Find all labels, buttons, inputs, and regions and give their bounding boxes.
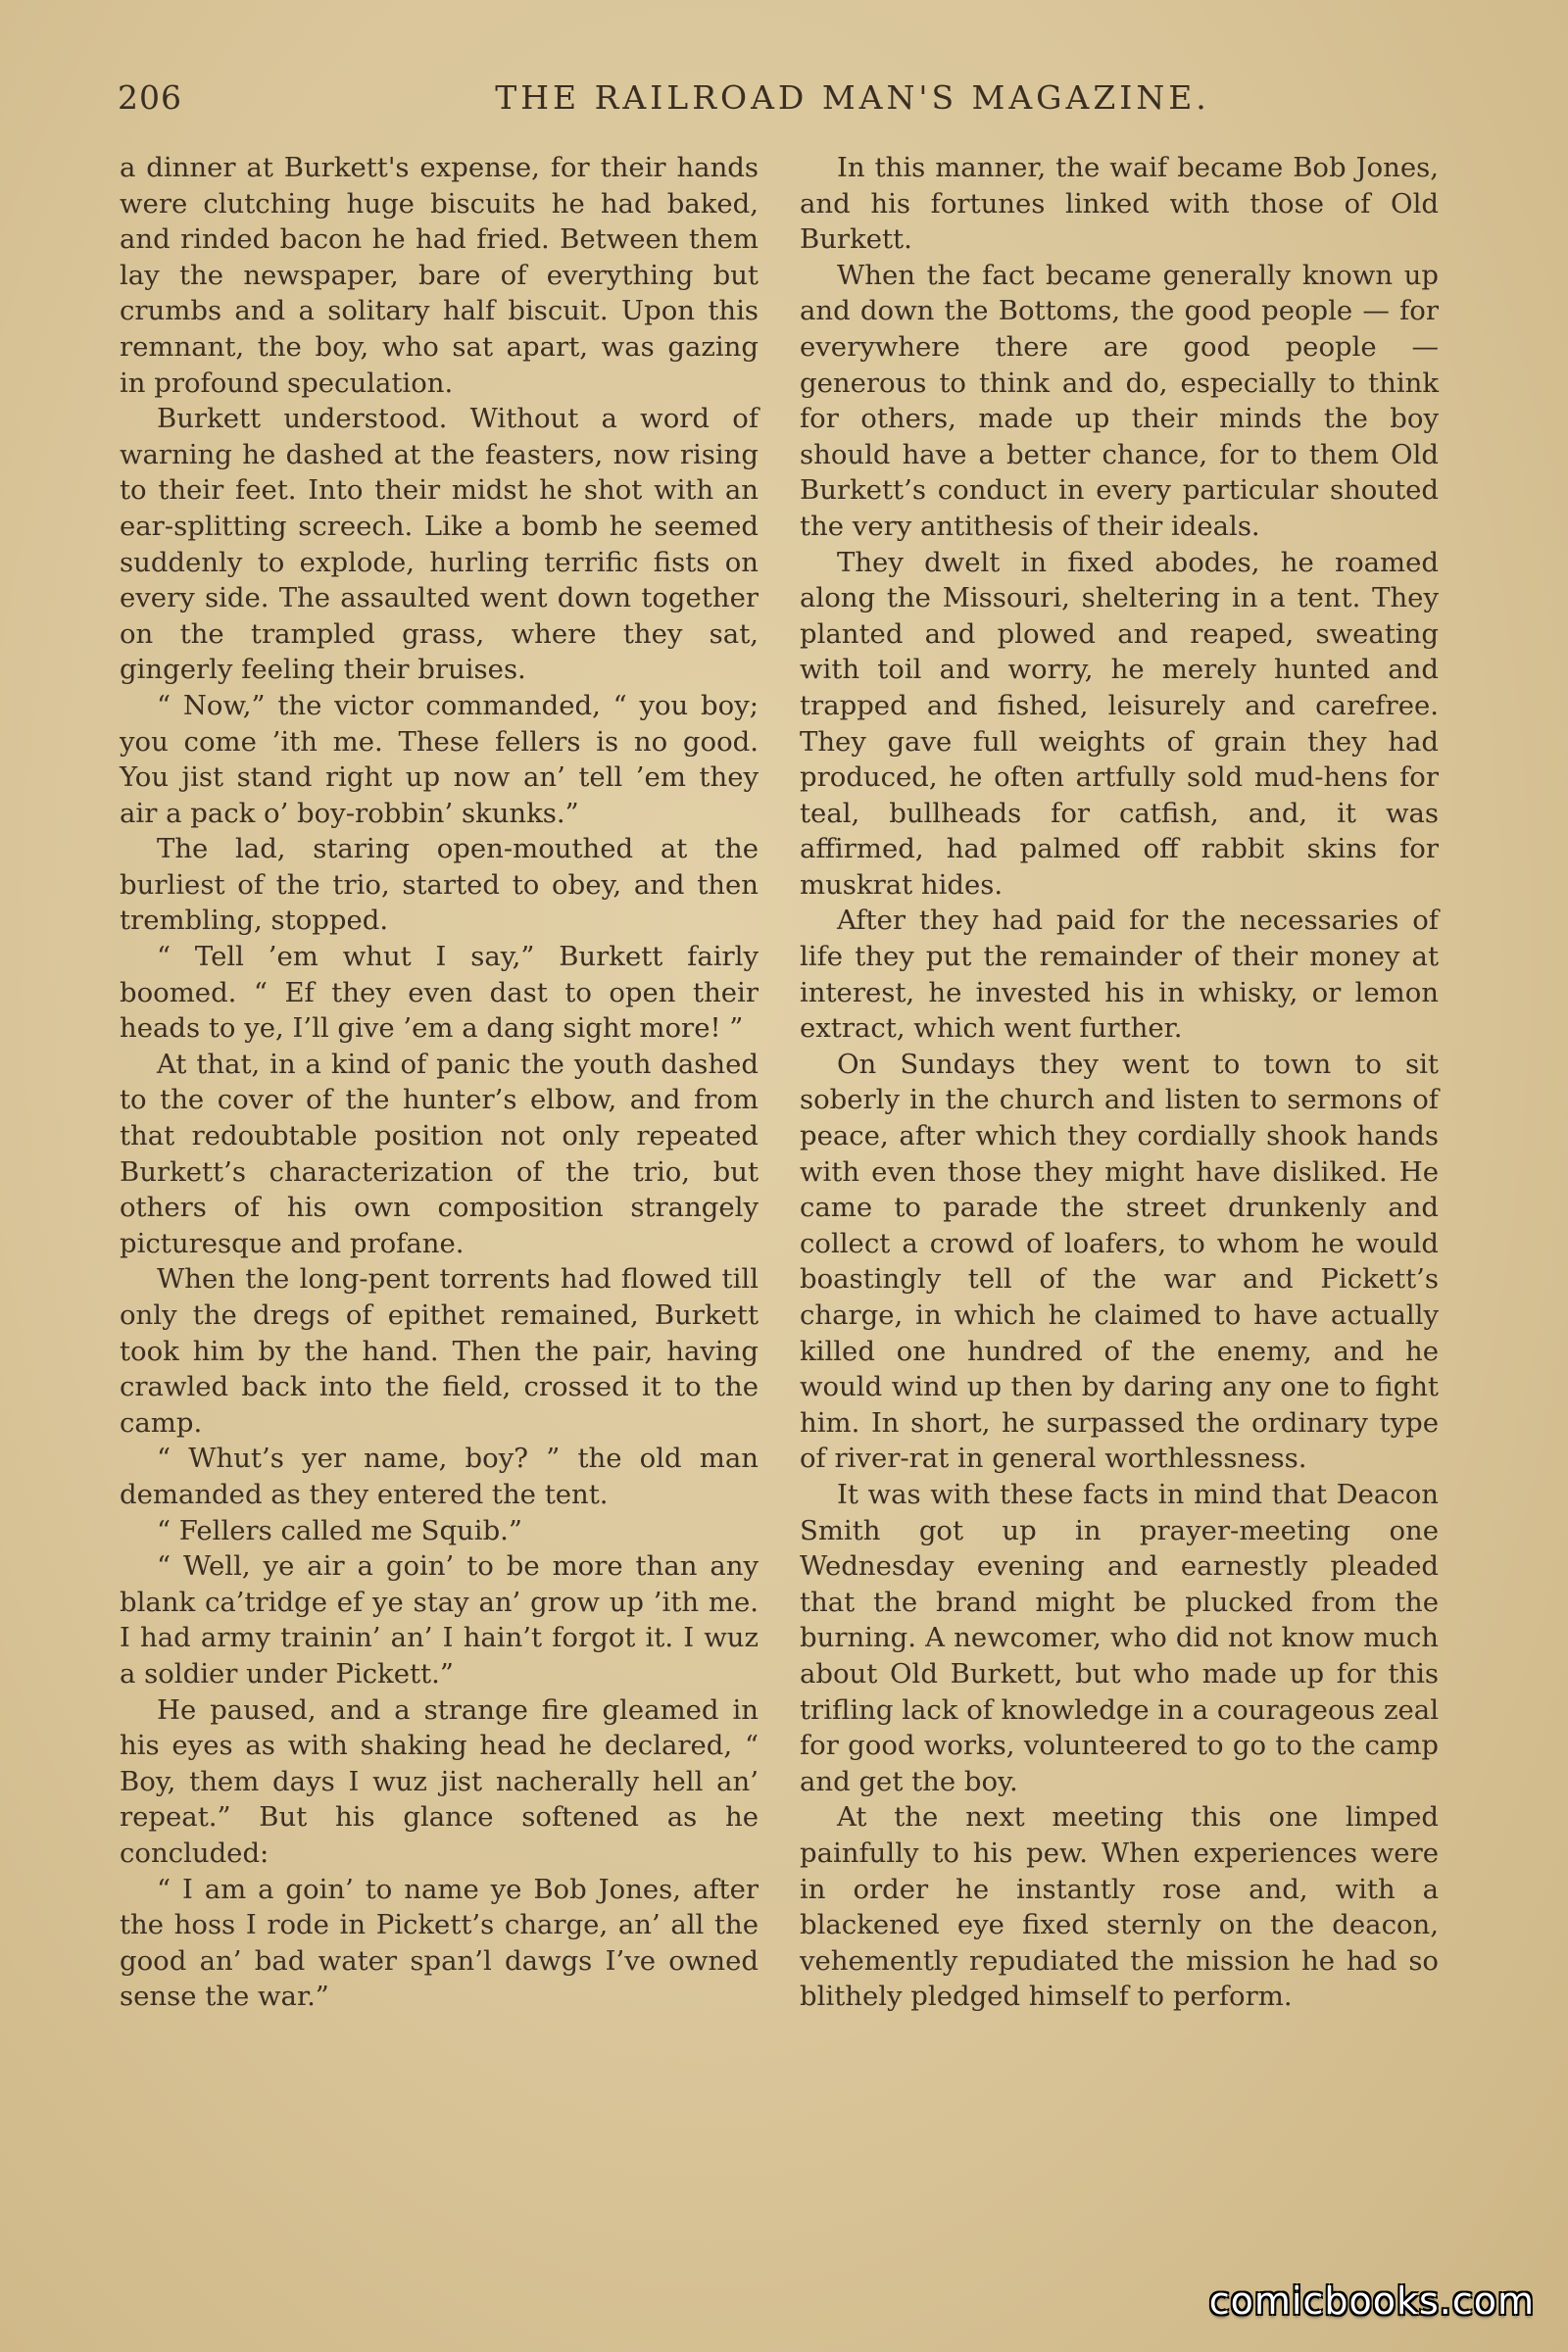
paragraph: After they had paid for the necessaries of life they put the remainder of their money at interest, he invested his in whisky, or lemon extract, which went further. bbox=[800, 905, 1439, 1045]
watermark: comicbooks.com bbox=[1208, 2279, 1535, 2323]
paragraph: “ Whut’s yer name, boy? ” the old man demanded as they entered the tent. bbox=[120, 1443, 759, 1510]
paragraph: They dwelt in fixed abodes, he roamed along the Missouri, sheltering in a tent. They planted and plowed and reaped, sweating with toil and worry, he merely hunted and trapped and fished, leisurely and carefree. They gave full weights of grain they had produced, he often artfully sold mud-hens for teal, bullheads for catfish, and, it was affirmed, had palmed off rabbit skins for muskrat hides. bbox=[800, 546, 1439, 901]
paragraph: At that, in a kind of panic the youth dashed to the cover of the hunter’s elbow, and from that redoubtable position not only repeated Burkett’s characterization of the trio, but others of his own composition strangely picturesque and profane. bbox=[120, 1048, 759, 1259]
paragraph: “ Well, ye air a goin’ to be more than any blank ca’tridge ef ye stay an’ grow up ’ith me. I had army trainin’ an’ I hain’t forgot it. I wuz a soldier under Pickett.” bbox=[120, 1550, 759, 1690]
paragraph: “ Fellers called me Squib.” bbox=[157, 1514, 522, 1546]
paragraph: He paused, and a strange fire gleamed in his eyes as with shaking head he declared, “ Boy, them days I wuz jist nacherally hell an’ repeat.” But his glance softened as he concluded: bbox=[120, 1693, 759, 1869]
paragraph: “ Tell ’em whut I say,” Burkett fairly boomed. “ Ef they even dast to open their heads to ye, I’ll give ’em a dang sight more! ” bbox=[120, 941, 759, 1045]
paragraph: “ I am a goin’ to name ye Bob Jones, after the hoss I rode in Pickett’s charge, an’ all the good an’ bad water span’l dawgs I’ve owned sense the war.” bbox=[120, 1873, 759, 2013]
paragraph: The lad, staring open-mouthed at the burliest of the trio, started to obey, and then trembling, stopped. bbox=[120, 833, 759, 937]
paragraph: Burkett understood. Without a word of warning he dashed at the feasters, now rising to their feet. Into their midst he shot with an ear-splitting screech. Like a bomb he seemed suddenly to explode, hurling terrific fists on every side. The assaulted went down together on the trampled grass, where they sat, gingerly feeling their bruises. bbox=[120, 403, 759, 686]
paragraph: At the next meeting this one limped painfully to his pew. When experiences were in order he instantly rose and, with a blackened eye fixed sternly on the deacon, vehemently repudiated the mission he had so blithely pledged himself to perform. bbox=[800, 1801, 1439, 2013]
right-column bbox=[800, 150, 1439, 2015]
magazine-title: THE RAILROAD MAN'S MAGAZINE. bbox=[495, 78, 1210, 117]
paragraph: In this manner, the waif became Bob Jones, and his fortunes linked with those of Old Burkett. bbox=[800, 152, 1439, 256]
page-number: 206 bbox=[118, 78, 182, 117]
paragraph: When the long-pent torrents had flowed till only the dregs of epithet remained, Burkett took him by the hand. Then the pair, having crawled back into the field, crossed it to the camp. bbox=[120, 1263, 759, 1439]
left-column bbox=[120, 150, 759, 2015]
paragraph: When the fact became generally known up and down the Bottoms, the good people — for everywhere there are good people — generous to think and do, especially to think for others, made up their minds the boy should have a better chance, for to them Old Burkett’s conduct in every particular shouted the very antithesis of their ideals. bbox=[800, 259, 1439, 542]
paragraph: It was with these facts in mind that Deacon Smith got up in prayer-meeting one Wednesday evening and earnestly pleaded that the brand might be plucked from the burning. A newcomer, who did not know much about Old Burkett, but who made up for this trifling lack of knowledge in a courageous zeal for good works, volunteered to go to the camp and get the boy. bbox=[800, 1478, 1439, 1797]
page-header bbox=[118, 78, 1441, 118]
paragraph: On Sundays they went to town to sit soberly in the church and listen to sermons of peace, after which they cordially shook hands with even those they might have disliked. He came to parade the street drunkenly and collect a crowd of loafers, to whom he would boastingly tell of the war and Pickett’s charge, in which he claimed to have actually killed one hundred of the enemy, and he would wind up then by daring any one to fight him. In short, he surpassed the ordinary type of river-rat in general worthlessness. bbox=[800, 1048, 1439, 1475]
paragraph: a dinner at Burkett's expense, for their hands were clutching huge biscuits he had baked, and rinded bacon he had fried. Between them lay the newspaper, bare of everything but crumbs and a solitary half biscuit. Upon this remnant, the boy, who sat apart, was gazing in profound speculation. bbox=[120, 152, 759, 399]
paragraph: “ Now,” the victor commanded, “ you boy; you come ’ith me. These fellers is no good. You jist stand right up now an’ tell ’em they air a pack o’ boy-robbin’ skunks.” bbox=[120, 689, 759, 829]
